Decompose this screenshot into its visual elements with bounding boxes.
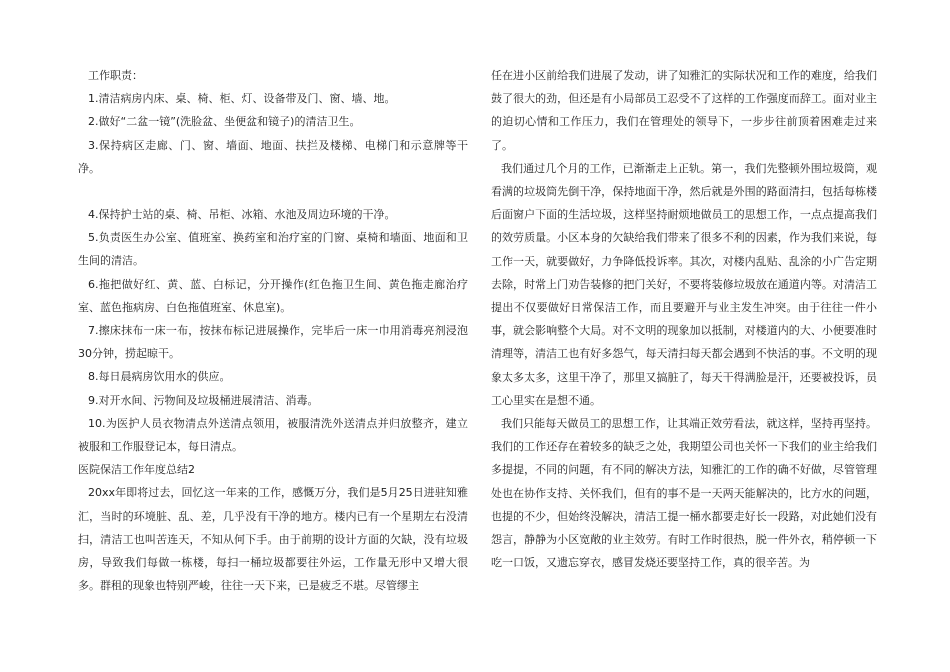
- duty-item-2: 2.做好“二盆一镜”(洗脸盆、坐便盆和镜子)的清洁卫生。: [88, 115, 361, 129]
- blank-line: [78, 180, 468, 203]
- duty-item-5: 5.负责医生办公室、值班室、换药室和治疗室的门窗、桌椅和墙面、地面和卫生间的清洁。: [78, 231, 468, 268]
- duty-item-7: 7.擦床抹布一床一布，按抹布标记进展操作，完毕后一床一巾用消毒亮剂浸泡30分钟，捞起晾干。: [78, 324, 468, 361]
- section-heading: 医院保洁工作年度总结2: [78, 463, 195, 477]
- duty-item-3: 3.保持病区走廊、门、窗、墙面、地面、扶拦及楼梯、电梯门和示意牌等干净。: [78, 138, 468, 175]
- duty-item-6: 6.拖把做好红、黄、蓝、白标记，分开操作(红色拖卫生间、黄色拖走廊治疗室、蓝色拖病房、白色拖值班室、休息室)。: [78, 277, 468, 314]
- summary-paragraph-1: 20xx年即将过去，回忆这一年来的工作，感慨万分，我们是5月25日进驻知雅汇，当时的环境脏、乱、差，几乎没有干净的地方。楼内已有一个星期左右没清扫，清洁工也叫苦连天，不知从何下手。由于前期的设计方面的欠缺，没有垃圾房，导致我们每做一栋楼，每扫一桶垃圾都要往外运，工作量无形中又增大很多。群租的现象也特别严峻，往往一天下来，已是疲乏不堪。尽管缪主: [78, 486, 468, 593]
- summary-paragraph-2: 我们通过几个月的工作，已渐渐走上正轨。第一，我们先整顿外围垃圾筒，观看满的垃圾筒先倒干净，保持地面干净，然后就是外围的路面清扫，包括每栋楼后面窗户下面的生活垃圾，这样坚持耐烦地做员工的思想工作，一点点提高我们的效劳质量。小区本身的欠缺给我们带来了很多不利的因素，作为我们来说，每工作一天，就要做好，力争降低投诉率。其次，对楼内乱贴、乱涂的小广告定期去除，时常上门劝告装修的把门关好，不要将装修垃圾放在通道内等。对清洁工提出不仅要做好日常保洁工作，而且要避开与业主发生冲突。由于往往一件小事，就会影响整个大局。对不文明的现象加以抵制，对楼道内的大、小便要准时清理等，清洁工也有好多怨气，每天清扫每天都会遇到不快活的事。不文明的现象太多太多，这里干净了，那里又搞脏了，每天干得满脸是汗，还要被投诉，员工心里实在是想不通。: [491, 161, 877, 407]
- right-column: [491, 64, 877, 574]
- summary-paragraph-3: 我们只能每天做员工的思想工作，让其端正效劳看法，就这样，坚持再坚持。我们的工作还存在着较多的缺乏之处，我期望公司也关怀一下我们的业主给我们多提提，不同的问题，有不同的解决方法，知雅汇的工作的确不好做，尽管管理处也在协作支持、关怀我们，但有的事不是一天两天能解决的，比方水的问题，也提的不少，但始终没解决，清洁工提一桶水都要走好长一段路，对此她们没有怨言，静静为小区宽敞的业主效劳。有时工作时很热，脱一件外衣，稍停顿一下吃一口饭，又遗忘穿衣，感冒发烧还要坚持工作，真的很辛苦。为: [491, 417, 877, 570]
- left-column: [78, 64, 468, 597]
- duty-item-9: 9.对开水间、污物间及垃圾桶进展清洁、消毒。: [88, 393, 319, 407]
- duties-heading: 工作职责：: [88, 69, 143, 82]
- duty-item-10: 10.为医护人员衣物清点外送清点领用，被服清洗外送清点并归放整齐，建立被服和工作服登记本，每日清点。: [78, 416, 468, 454]
- duty-item-4: 4.保持护士站的桌、椅、吊柜、冰箱、水池及周边环境的干净。: [88, 208, 396, 222]
- duty-item-1: 1.清洁病房内床、桌、椅、柜、灯、设备带及门、窗、墙、地。: [88, 92, 396, 106]
- summary-paragraph-1-cont: 任在进小区前给我们进展了发动，讲了知雅汇的实际状况和工作的难度，给我们鼓了很大的劲，但还是有小局部员工忍受不了这样的工作强度而辞工。面对业主的迫切心情和工作压力，我们在管理处的领导下，一步步往前顶着困难走过来了。: [491, 69, 877, 152]
- duty-item-8: 8.每日晨病房饮用水的供应。: [88, 370, 231, 384]
